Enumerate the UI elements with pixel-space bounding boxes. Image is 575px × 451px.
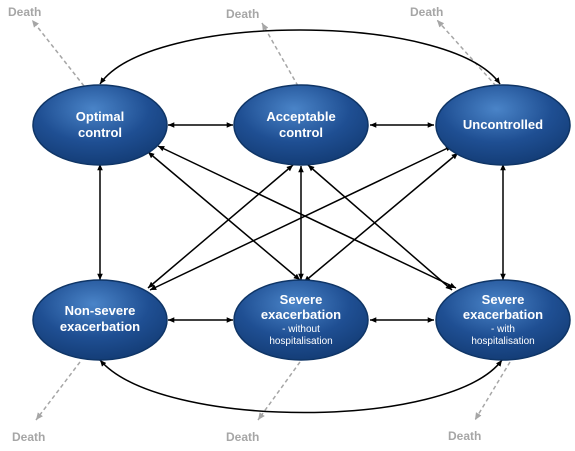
node-severe-without-sub1: - without (282, 324, 320, 335)
node-severe-without-title1: Severe (279, 292, 323, 307)
node-acceptable-control (234, 85, 368, 165)
death-label-optimal: Death (8, 5, 42, 19)
death-label-acceptable: Death (226, 7, 260, 21)
death-labels (8, 5, 481, 444)
death-arrow-uncontrolled (437, 20, 496, 86)
arc-optimal-uncontrolled (100, 30, 500, 84)
node-severe-with-sub2: hospitalisation (471, 336, 535, 347)
node-uncontrolled (436, 85, 570, 165)
death-arrow-acceptable (262, 23, 298, 86)
node-optimal-title1: Optimal (75, 109, 125, 124)
node-severe-with-title2: exacerbation (462, 307, 544, 322)
node-severe-without-hospitalisation (234, 280, 368, 360)
node-nonsevere-title1: Non-severe (64, 303, 136, 318)
arrow-optimal-severe-with (158, 146, 456, 288)
death-label-severe-with: Death (448, 429, 482, 443)
death-label-nonsevere: Death (12, 430, 46, 444)
node-severe-with-hospitalisation (436, 280, 570, 360)
node-acceptable-title2: control (278, 125, 324, 140)
node-optimal-title2: control (77, 125, 123, 140)
death-label-uncontrolled: Death (410, 5, 444, 19)
death-arrow-optimal (32, 20, 84, 86)
arrow-uncontrolled-severe-without (304, 153, 458, 282)
node-severe-without-title2: exacerbation (260, 307, 342, 322)
node-severe-without-sub2: hospitalisation (269, 336, 333, 347)
node-nonsevere-exacerbation (33, 280, 167, 360)
death-arrow-nonsevere (36, 362, 80, 420)
node-acceptable-title1: Acceptable (266, 109, 336, 124)
arrow-acceptable-nonsevere (148, 165, 293, 288)
arrow-optimal-severe-without (148, 152, 300, 280)
arc-nonsevere-severe-with (100, 360, 502, 413)
node-severe-with-sub1: - with (491, 324, 515, 335)
node-uncontrolled-title1: Uncontrolled (462, 117, 544, 132)
death-label-severe-without: Death (226, 430, 260, 444)
node-optimal-control (33, 85, 167, 165)
node-nonsevere-title2: exacerbation (59, 319, 141, 334)
node-severe-with-title1: Severe (481, 292, 525, 307)
